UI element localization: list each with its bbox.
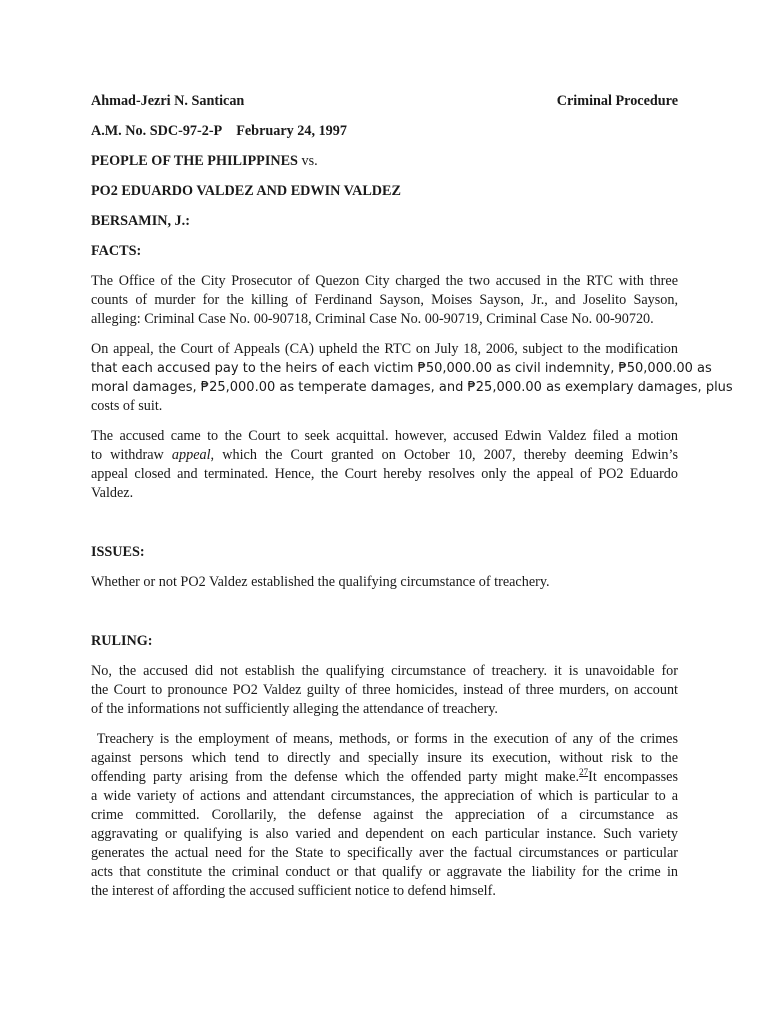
- text-line: [91, 446, 678, 465]
- ponente: BERSAMIN, J.:: [91, 213, 190, 229]
- text-line: counts of murder for the killing of Ferdinand Sayson, Moises Sayson, Jr., and Joselito Sayson,: [91, 292, 678, 308]
- facts-paragraph-2: [91, 340, 733, 416]
- party-accused: PO2 EDUARDO VALDEZ AND EDWIN VALDEZ: [91, 183, 401, 199]
- text-line: On appeal, the Court of Appeals (CA) upheld the RTC on July 18, 2006, subject to the modification: [91, 341, 678, 357]
- text-line: aggravating or qualifying is also varied and dependent on each particular instance. Such variety: [91, 826, 678, 842]
- text-line: [91, 768, 678, 787]
- facts-heading: FACTS:: [91, 243, 142, 259]
- text-line: against persons which tend to directly and specially insure its execution, without risk to the: [91, 750, 678, 766]
- ruling-paragraph-1: [91, 662, 678, 719]
- case-reference: [91, 122, 678, 141]
- subject-title: Criminal Procedure: [556, 93, 678, 109]
- text-line: that each accused pay to the heirs of each victim ₱50,000.00 as civil indemnity, ₱50,000.00 as: [91, 361, 712, 376]
- text-line: No, the accused did not establish the qualifying circumstance of treachery. it is unavoidable for: [91, 663, 678, 679]
- text-fragment: offending party arising from the defense which the offended party might make.: [91, 769, 580, 785]
- ruling-heading: RULING:: [91, 633, 153, 649]
- text-line: the Court to pronounce PO2 Valdez guilty of three homicides, instead of three murders, on account: [91, 682, 678, 698]
- text-line: Whether or not PO2 Valdez established the qualifying circumstance of treachery.: [91, 574, 550, 590]
- text-line: The Office of the City Prosecutor of Quezon City charged the two accused in the RTC with three: [91, 273, 678, 289]
- text-line: generates the actual need for the State to specifically aver the factual circumstances or particular: [91, 845, 678, 861]
- text-line: Treachery is the employment of means, methods, or forms in the execution of any of the crimes: [91, 731, 678, 747]
- author-name: Ahmad-Jezri N. Santican: [91, 93, 245, 109]
- text-line: moral damages, ₱25,000.00 as temperate damages, and ₱25,000.00 as exemplary damages, plus: [91, 380, 733, 395]
- facts-paragraph-3: [91, 427, 678, 503]
- text-fragment: , which the Court granted on October 10, 2007, thereby deeming Edwin’s: [210, 447, 678, 463]
- text-line: a wide variety of actions and attendant circumstances, the appreciation of which is particular to a: [91, 788, 678, 804]
- ruling-paragraph-2: [91, 730, 678, 901]
- facts-paragraph-1: [91, 272, 678, 329]
- italic-term: appeal: [171, 447, 211, 463]
- text-fragment: to withdraw: [91, 447, 172, 463]
- versus: vs.: [301, 153, 318, 169]
- text-line: of the informations not sufficiently alleging the attendance of treachery.: [91, 701, 498, 717]
- text-line: alleging: Criminal Case No. 00-90718, Criminal Case No. 00-90719, Criminal Case No. 00-90720.: [91, 311, 654, 327]
- case-number: A.M. No. SDC-97-2-P: [91, 123, 223, 139]
- text-line: Valdez.: [91, 485, 134, 501]
- text-line: crime committed. Corollarily, the defense against the appreciation of a circumstance as: [91, 807, 678, 823]
- case-date: February 24, 1997: [236, 123, 347, 139]
- text-line: acts that constitute the criminal conduct or that qualify or aggravate the liability for the crime in: [91, 864, 678, 880]
- text-line: appeal closed and terminated. Hence, the Court hereby resolves only the appeal of PO2 Eduardo: [91, 466, 678, 482]
- header-row: [91, 92, 678, 111]
- issues-paragraph: [91, 573, 678, 592]
- text-line: the interest of affording the accused sufficient notice to defend himself.: [91, 883, 496, 899]
- party-plaintiff: PEOPLE OF THE PHILIPPINES: [91, 153, 298, 169]
- issues-heading: ISSUES:: [91, 544, 145, 560]
- text-line: costs of suit.: [91, 398, 163, 414]
- text-line: The accused came to the Court to seek acquittal. however, accused Edwin Valdez filed a motion: [91, 428, 678, 444]
- case-title-line: [91, 152, 678, 171]
- text-fragment: It encompasses: [588, 769, 678, 785]
- footnote-reference[interactable]: 27: [579, 767, 589, 777]
